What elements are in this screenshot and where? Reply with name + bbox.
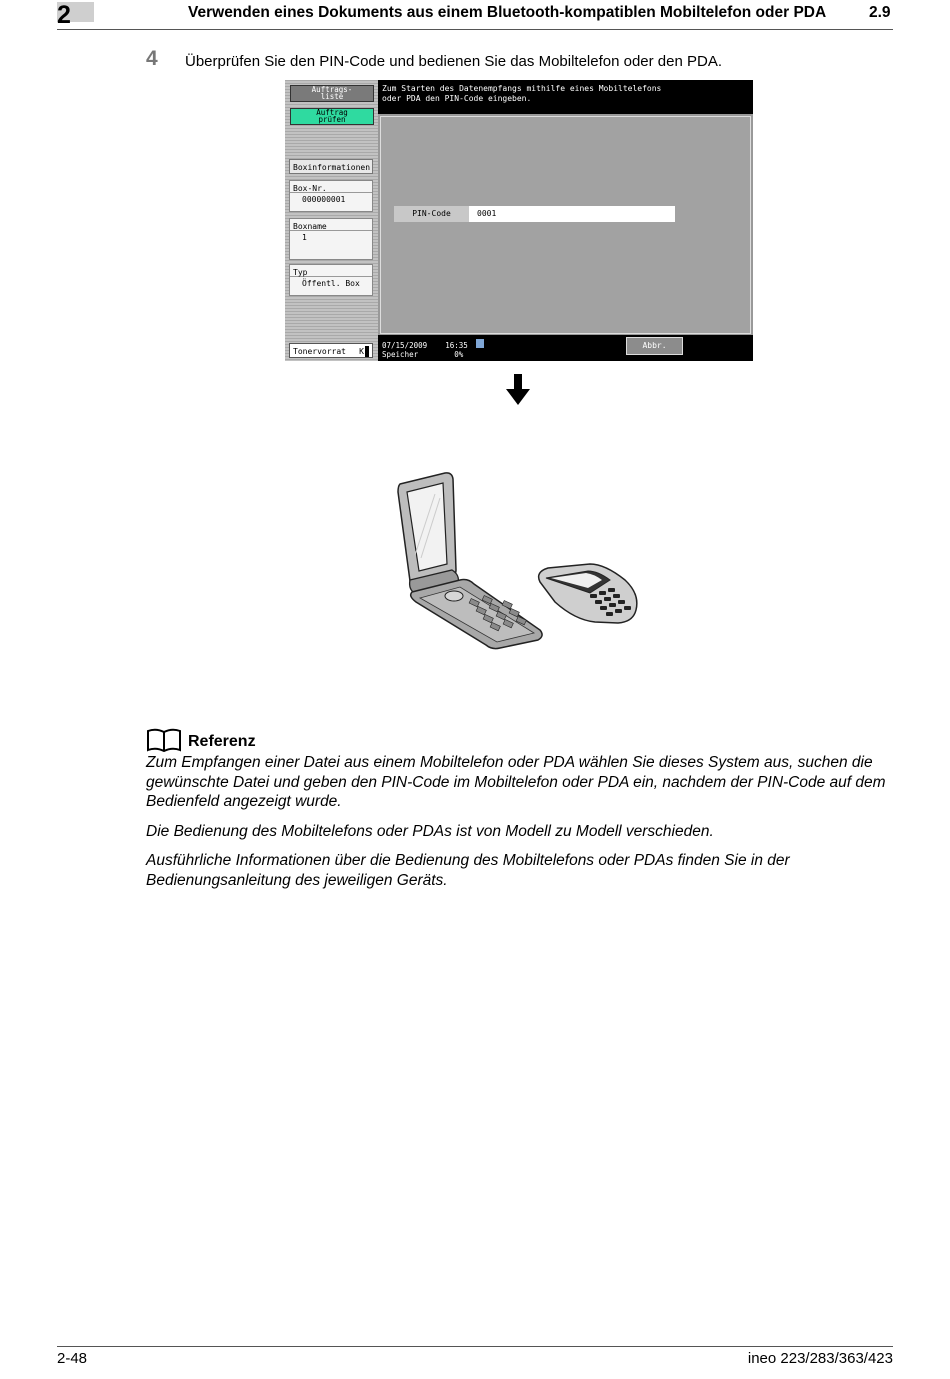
- step-text: Überprüfen Sie den PIN-Code und bedienen Sie das Mobiltelefon oder den PDA.: [185, 53, 723, 70]
- step-number: 4: [146, 47, 158, 70]
- down-arrow-icon: [505, 374, 531, 406]
- box-name-value: 1: [302, 233, 307, 242]
- box-type-label: Typ: [290, 265, 372, 277]
- cancel-area: [618, 335, 753, 361]
- memory-status: Speicher 0%: [382, 350, 464, 359]
- section-number: 2.9: [869, 4, 891, 21]
- device-screen: [285, 80, 753, 361]
- toner-indicator: [289, 343, 373, 358]
- check-job-button[interactable]: Auftrag prüfen: [290, 108, 374, 125]
- pin-code-label: PIN-Code: [394, 206, 469, 222]
- header-divider: [57, 29, 893, 30]
- job-list-button[interactable]: Auftrags- liste: [290, 85, 374, 102]
- left-panel: [285, 80, 378, 361]
- box-name-field: [289, 218, 373, 260]
- status-bar: [378, 335, 618, 361]
- box-number-label: Box-Nr.: [290, 181, 372, 193]
- reference-paragraph: Die Bedienung des Mobiltelefons oder PDAs ist von Modell zu Modell verschieden.: [146, 822, 714, 840]
- reference-title: Referenz: [188, 733, 256, 750]
- box-number-field: [289, 180, 373, 212]
- reference-paragraph: Zum Empfangen einer Datei aus einem Mobiltelefon oder PDA wählen Sie dieses System aus, suchen die gewünschte Datei und geben den PIN-Code im Mobiltelefon oder PDA ein, nachdem der PIN-Code auf dem Bedienfeld angezeigt wurde.: [146, 754, 886, 810]
- book-icon: [146, 728, 182, 752]
- box-name-label: Boxname: [290, 219, 372, 231]
- box-number-value: 000000001: [302, 195, 346, 204]
- toner-level-bar: [365, 346, 369, 357]
- box-type-field: [289, 264, 373, 296]
- reference-paragraph: Ausführliche Informationen über die Bedienung des Mobiltelefons oder PDAs finden Sie in der Bedienungsanleitung des jeweiligen Geräts.: [146, 852, 790, 889]
- toner-color: K: [359, 347, 364, 356]
- pin-code-value: 0001: [469, 206, 675, 222]
- reference-body: [146, 753, 906, 900]
- flip-phone: [398, 473, 542, 649]
- cancel-button[interactable]: Abbr.: [626, 337, 683, 355]
- mobile-phones-illustration: [390, 470, 645, 650]
- footer-divider: [57, 1346, 893, 1347]
- toner-label: Tonervorrat: [293, 347, 346, 356]
- box-type-value: Öffentl. Box: [302, 279, 360, 288]
- message-bar: Zum Starten des Datenempfangs mithilfe eines Mobiltelefons oder PDA den PIN-Code eingeben.: [378, 80, 753, 114]
- main-area: [380, 116, 751, 334]
- page-header-title: Verwenden eines Dokuments aus einem Bluetooth-kompatiblen Mobiltelefon oder PDA: [188, 4, 827, 21]
- bluetooth-icon: [476, 339, 484, 348]
- chapter-number: 2: [57, 1, 71, 29]
- page-number: 2-48: [57, 1350, 88, 1367]
- model-name: ineo 223/283/363/423: [747, 1350, 893, 1367]
- date-time: 07/15/2009 16:35: [382, 341, 468, 350]
- box-info-heading: Boxinformationen: [289, 159, 373, 174]
- candybar-phone: [539, 564, 637, 623]
